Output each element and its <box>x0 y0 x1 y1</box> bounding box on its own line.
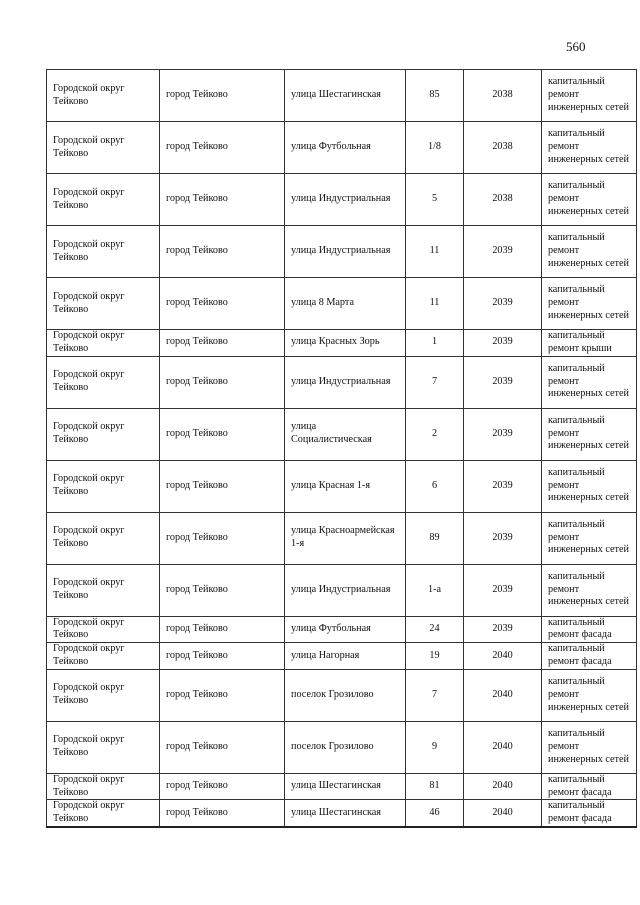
table-row <box>47 643 637 670</box>
city-cell: город Тейково <box>160 122 285 174</box>
district-cell: Городской округ Тейково <box>47 669 160 721</box>
table-row <box>47 669 637 721</box>
district-cell: Городской округ Тейково <box>47 70 160 122</box>
table-row <box>47 460 637 512</box>
year-cell: 2039 <box>464 616 542 643</box>
year-cell: 2038 <box>464 174 542 226</box>
house-number-cell: 11 <box>406 278 464 330</box>
district-cell: Городской округ Тейково <box>47 408 160 460</box>
street-cell: улица Шестагинская <box>285 70 406 122</box>
table-row <box>47 773 637 800</box>
district-cell: Городской округ Тейково <box>47 773 160 800</box>
city-cell: город Тейково <box>160 356 285 408</box>
house-number-cell: 2 <box>406 408 464 460</box>
district-cell: Городской округ Тейково <box>47 122 160 174</box>
city-cell: город Тейково <box>160 408 285 460</box>
table-row <box>47 616 637 643</box>
work-type-cell: капитальный ремонт инженерных сетей <box>542 174 637 226</box>
house-number-cell: 7 <box>406 669 464 721</box>
work-type-cell: капитальный ремонт инженерных сетей <box>542 70 637 122</box>
city-cell: город Тейково <box>160 174 285 226</box>
registry-table <box>46 69 637 828</box>
work-type-cell: капитальный ремонт инженерных сетей <box>542 122 637 174</box>
work-type-cell: капитальный ремонт инженерных сетей <box>542 721 637 773</box>
street-cell: улица Красных Зорь <box>285 330 406 357</box>
street-cell: улица 8 Марта <box>285 278 406 330</box>
house-number-cell: 9 <box>406 721 464 773</box>
year-cell: 2039 <box>464 278 542 330</box>
year-cell: 2039 <box>464 408 542 460</box>
district-cell: Городской округ Тейково <box>47 460 160 512</box>
house-number-cell: 1 <box>406 330 464 357</box>
city-cell: город Тейково <box>160 226 285 278</box>
year-cell: 2039 <box>464 330 542 357</box>
house-number-cell: 89 <box>406 512 464 564</box>
house-number-cell: 24 <box>406 616 464 643</box>
table-row <box>47 356 637 408</box>
district-cell: Городской округ Тейково <box>47 226 160 278</box>
table-row <box>47 174 637 226</box>
city-cell: город Тейково <box>160 460 285 512</box>
work-type-cell: капитальный ремонт фасада <box>542 773 637 800</box>
work-type-cell: капитальный ремонт фасада <box>542 643 637 670</box>
work-type-cell: капитальный ремонт инженерных сетей <box>542 460 637 512</box>
street-cell: улица Футбольная <box>285 616 406 643</box>
street-cell: улица Индустриальная <box>285 174 406 226</box>
year-cell: 2040 <box>464 800 542 827</box>
registry-table-body <box>47 70 637 827</box>
work-type-cell: капитальный ремонт инженерных сетей <box>542 512 637 564</box>
street-cell: улица Шестагинская <box>285 773 406 800</box>
house-number-cell: 81 <box>406 773 464 800</box>
year-cell: 2039 <box>464 564 542 616</box>
house-number-cell: 46 <box>406 800 464 827</box>
street-cell: улица Индустриальная <box>285 564 406 616</box>
district-cell: Городской округ Тейково <box>47 278 160 330</box>
street-cell: улица Индустриальная <box>285 356 406 408</box>
work-type-cell: капитальный ремонт инженерных сетей <box>542 226 637 278</box>
year-cell: 2040 <box>464 773 542 800</box>
street-cell: поселок Грозилово <box>285 721 406 773</box>
house-number-cell: 19 <box>406 643 464 670</box>
year-cell: 2039 <box>464 356 542 408</box>
city-cell: город Тейково <box>160 669 285 721</box>
city-cell: город Тейково <box>160 564 285 616</box>
city-cell: город Тейково <box>160 70 285 122</box>
house-number-cell: 1/8 <box>406 122 464 174</box>
table-row <box>47 330 637 357</box>
street-cell: улица Индустриальная <box>285 226 406 278</box>
year-cell: 2039 <box>464 512 542 564</box>
street-cell: поселок Грозилово <box>285 669 406 721</box>
house-number-cell: 5 <box>406 174 464 226</box>
year-cell: 2039 <box>464 226 542 278</box>
work-type-cell: капитальный ремонт инженерных сетей <box>542 278 637 330</box>
table-row <box>47 122 637 174</box>
table-row <box>47 70 637 122</box>
year-cell: 2040 <box>464 643 542 670</box>
work-type-cell: капитальный ремонт фасада <box>542 616 637 643</box>
district-cell: Городской округ Тейково <box>47 564 160 616</box>
district-cell: Городской округ Тейково <box>47 512 160 564</box>
table-row <box>47 512 637 564</box>
district-cell: Городской округ Тейково <box>47 356 160 408</box>
district-cell: Городской округ Тейково <box>47 721 160 773</box>
work-type-cell: капитальный ремонт инженерных сетей <box>542 356 637 408</box>
table-row <box>47 278 637 330</box>
year-cell: 2040 <box>464 721 542 773</box>
city-cell: город Тейково <box>160 721 285 773</box>
house-number-cell: 11 <box>406 226 464 278</box>
table-row <box>47 408 637 460</box>
city-cell: город Тейково <box>160 643 285 670</box>
work-type-cell: капитальный ремонт инженерных сетей <box>542 669 637 721</box>
street-cell: улица Социалистическая <box>285 408 406 460</box>
street-cell: улица Нагорная <box>285 643 406 670</box>
year-cell: 2038 <box>464 122 542 174</box>
table-row <box>47 721 637 773</box>
work-type-cell: капитальный ремонт инженерных сетей <box>542 408 637 460</box>
house-number-cell: 1-а <box>406 564 464 616</box>
work-type-cell: капитальный ремонт фасада <box>542 800 637 827</box>
house-number-cell: 7 <box>406 356 464 408</box>
work-type-cell: капитальный ремонт инженерных сетей <box>542 564 637 616</box>
year-cell: 2038 <box>464 70 542 122</box>
house-number-cell: 6 <box>406 460 464 512</box>
city-cell: город Тейково <box>160 278 285 330</box>
street-cell: улица Красная 1-я <box>285 460 406 512</box>
city-cell: город Тейково <box>160 773 285 800</box>
city-cell: город Тейково <box>160 512 285 564</box>
page-number: 560 <box>566 39 586 54</box>
street-cell: улица Шестагинская <box>285 800 406 827</box>
district-cell: Городской округ Тейково <box>47 800 160 827</box>
district-cell: Городской округ Тейково <box>47 643 160 670</box>
year-cell: 2039 <box>464 460 542 512</box>
district-cell: Городской округ Тейково <box>47 330 160 357</box>
city-cell: город Тейково <box>160 616 285 643</box>
city-cell: город Тейково <box>160 800 285 827</box>
street-cell: улица Футбольная <box>285 122 406 174</box>
house-number-cell: 85 <box>406 70 464 122</box>
city-cell: город Тейково <box>160 330 285 357</box>
district-cell: Городской округ Тейково <box>47 174 160 226</box>
table-row <box>47 800 637 827</box>
district-cell: Городской округ Тейково <box>47 616 160 643</box>
table-row <box>47 226 637 278</box>
year-cell: 2040 <box>464 669 542 721</box>
work-type-cell: капитальный ремонт крыши <box>542 330 637 357</box>
table-row <box>47 564 637 616</box>
street-cell: улица Красноармейская 1-я <box>285 512 406 564</box>
